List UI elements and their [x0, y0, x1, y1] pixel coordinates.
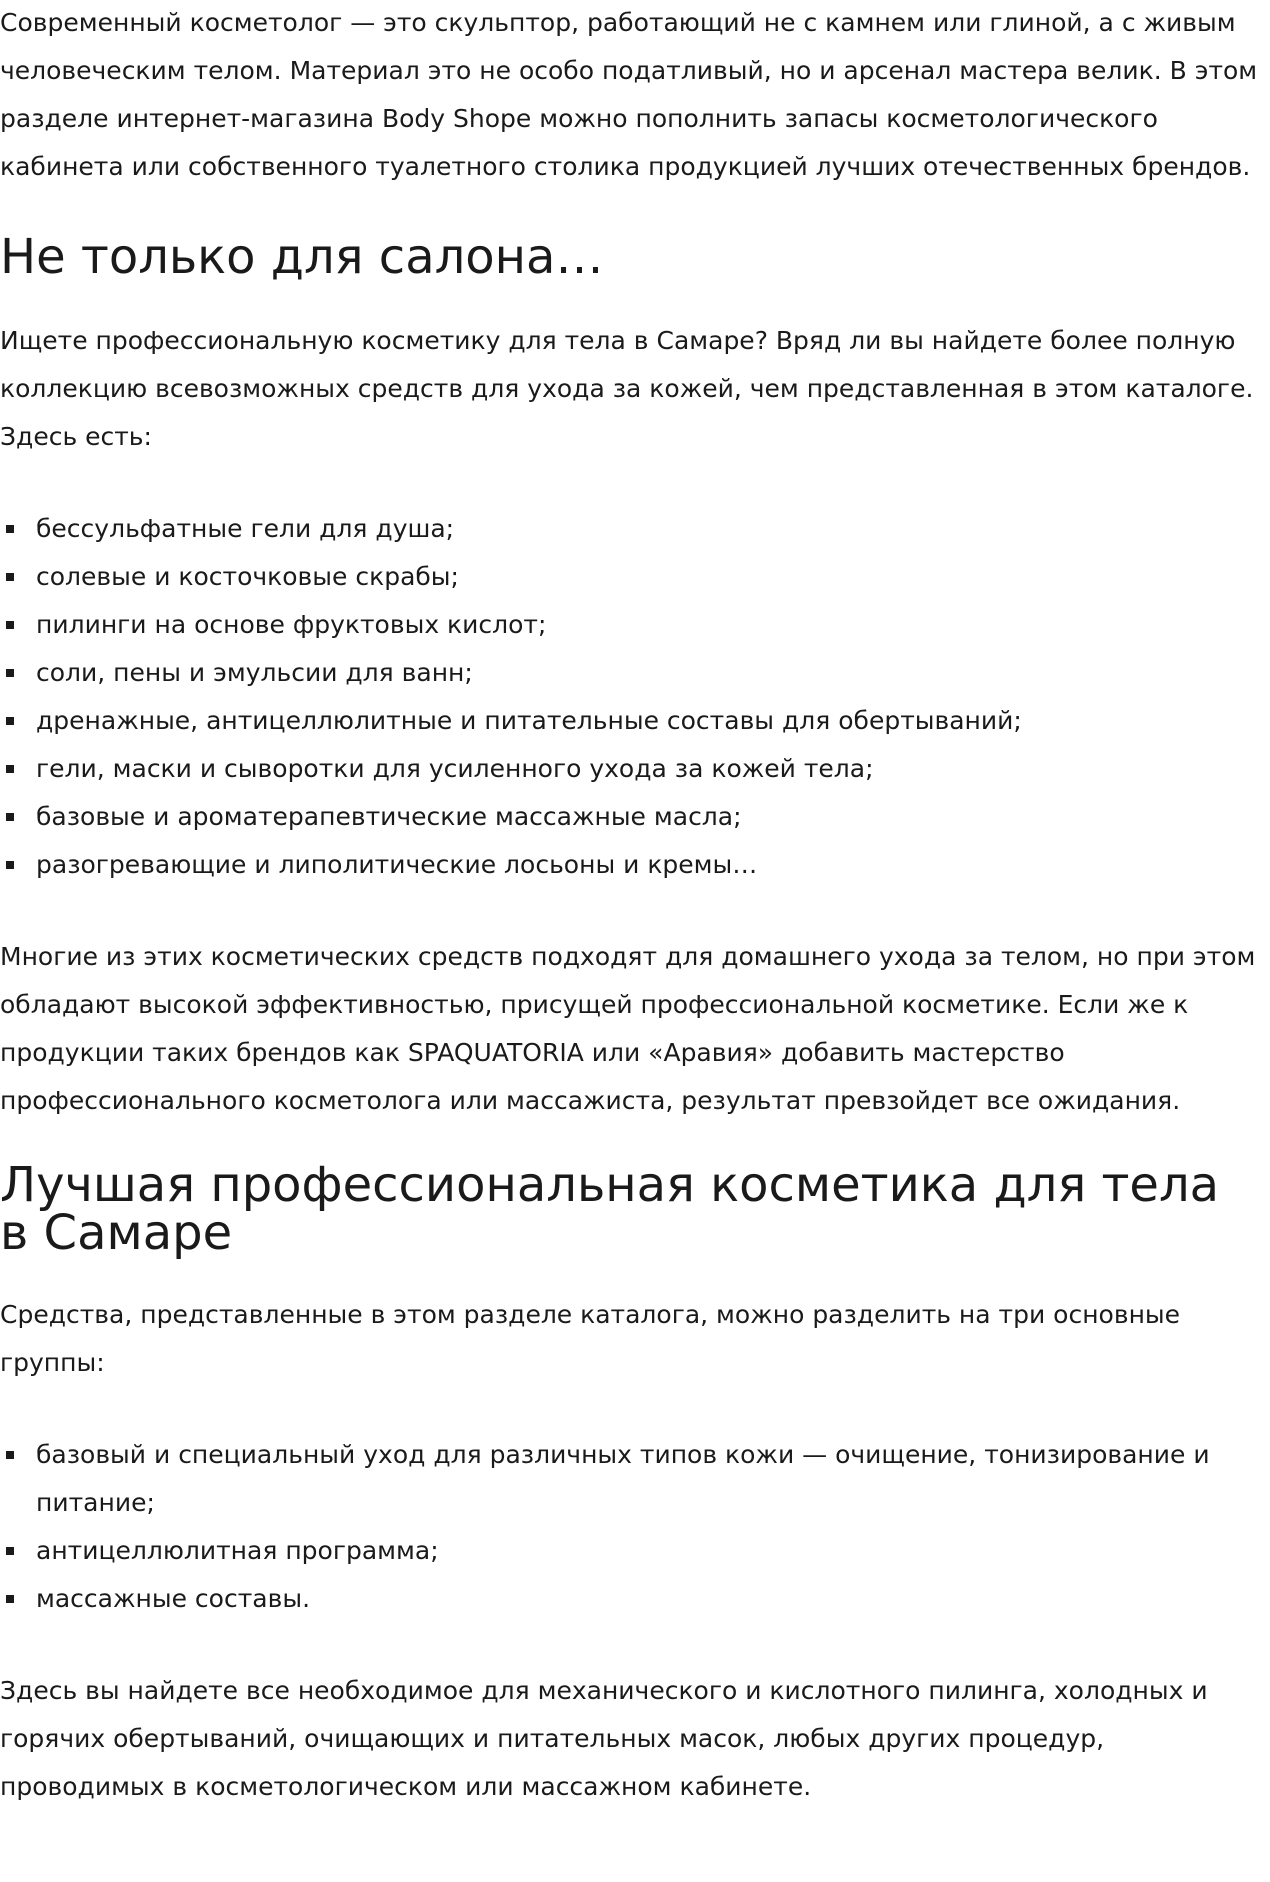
square-bullet-icon — [6, 861, 14, 869]
square-bullet-icon — [6, 1451, 14, 1459]
groups-list — [0, 1431, 1262, 1623]
square-bullet-icon — [6, 525, 14, 533]
list-item-text: разогревающие и липолитические лосьоны и кремы… — [36, 850, 758, 879]
list-item — [0, 649, 1262, 697]
intro-paragraph: Современный косметолог — это скульптор, работающий не с камнем или глиной, а с живым человеческим телом. Материал это не особо податливый, но и арсенал мастера велик. В этом разделе интернет-магазина Body Shope можно пополнить запасы косметологического кабинета или собственного туалетного столика продукцией лучших отечественных брендов. — [0, 8, 1258, 181]
list-item-text: массажные составы. — [36, 1584, 311, 1613]
list-item — [0, 601, 1262, 649]
list-item — [0, 505, 1262, 553]
list-item — [0, 553, 1262, 601]
list-item-text: гели, маски и сыворотки для усиленного ухода за кожей тела; — [36, 754, 874, 783]
square-bullet-icon — [6, 813, 14, 821]
list-item — [0, 1527, 1262, 1575]
list-item-text: солевые и косточковые скрабы; — [36, 562, 459, 591]
square-bullet-icon — [6, 669, 14, 677]
square-bullet-icon — [6, 573, 14, 581]
effectiveness-paragraph: Многие из этих косметических средств подходят для домашнего ухода за телом, но при этом обладают высокой эффективностью, присущей профессиональной косметике. Если же к продукции таких брендов как SPAQUATORIA или «Аравия» добавить мастерство профессионального косметолога или массажиста, результат превзойдет все ожидания. — [0, 942, 1256, 1115]
list-item — [0, 1431, 1262, 1527]
square-bullet-icon — [6, 765, 14, 773]
list-item-text: антицеллюлитная программа; — [36, 1536, 439, 1565]
list-item — [0, 1575, 1262, 1623]
square-bullet-icon — [6, 621, 14, 629]
groups-paragraph: Средства, представленные в этом разделе каталога, можно разделить на три основные группы: — [0, 1300, 1181, 1377]
list-item-text: базовый и специальный уход для различных типов кожи — очищение, тонизирование и питание; — [36, 1440, 1210, 1517]
square-bullet-icon — [6, 717, 14, 725]
search-paragraph: Ищете профессиональную косметику для тела в Самаре? Вряд ли вы найдете более полную коллекцию всевозможных средств для ухода за кожей, чем представленная в этом каталоге. Здесь есть: — [0, 326, 1254, 451]
list-item-text: базовые и ароматерапевтические массажные масла; — [36, 802, 742, 831]
square-bullet-icon — [6, 1595, 14, 1603]
products-list — [0, 505, 1262, 889]
heading-not-only-salon: Не только для салона… — [0, 229, 604, 285]
square-bullet-icon — [6, 1547, 14, 1555]
list-item-text: бессульфатные гели для душа; — [36, 514, 455, 543]
procedures-paragraph: Здесь вы найдете все необходимое для механического и кислотного пилинга, холодных и горячих обертываний, очищающих и питательных масок, любых других процедур, проводимых в косметологическом или массажном кабинете. — [0, 1676, 1208, 1801]
list-item-text: соли, пены и эмульсии для ванн; — [36, 658, 473, 687]
list-item-text: пилинги на основе фруктовых кислот; — [36, 610, 547, 639]
list-item — [0, 793, 1262, 841]
list-item — [0, 697, 1262, 745]
list-item — [0, 745, 1262, 793]
list-item-text: дренажные, антицеллюлитные и питательные составы для обертываний; — [36, 706, 1022, 735]
list-item — [0, 841, 1262, 889]
heading-best-cosmetics: Лучшая профессиональная косметика для тела в Самаре — [0, 1157, 1220, 1261]
